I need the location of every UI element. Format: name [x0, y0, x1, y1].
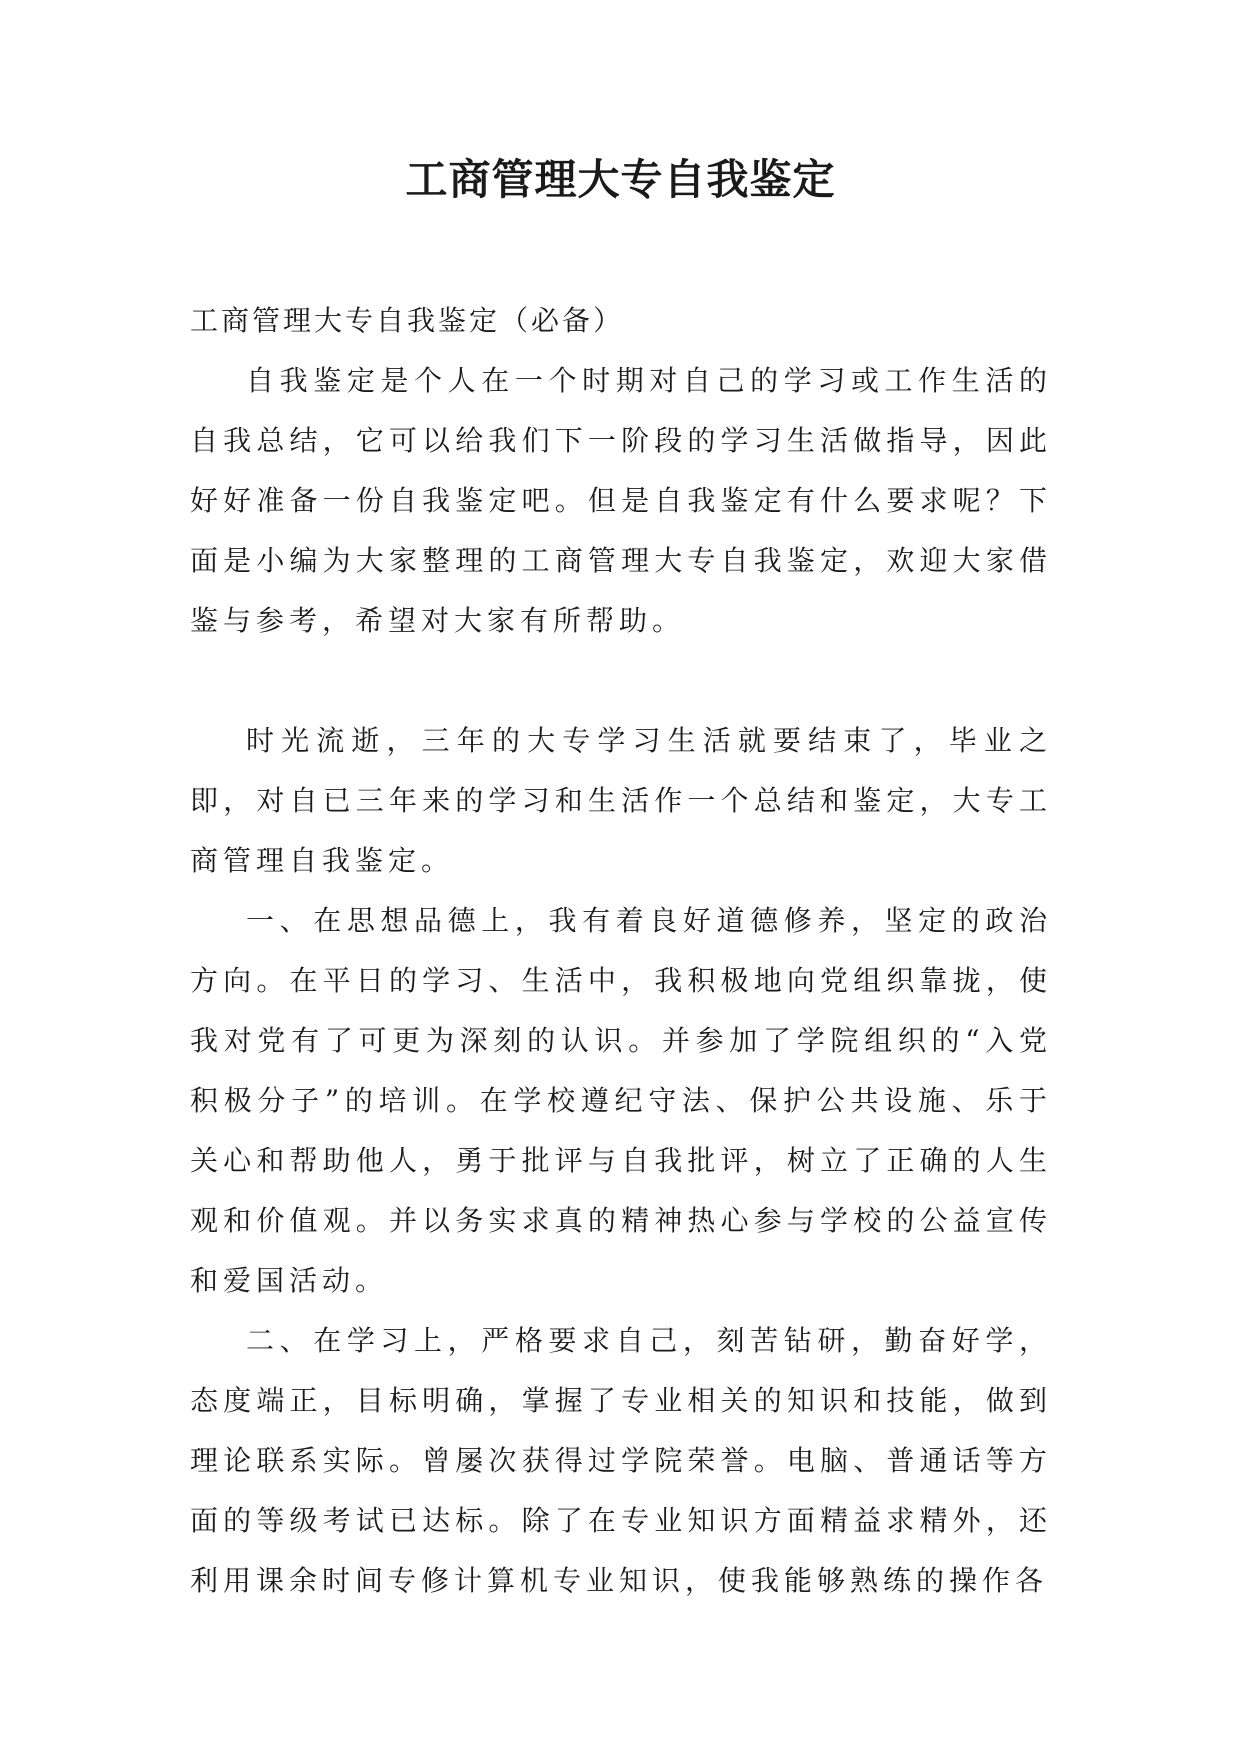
document-body [190, 291, 1052, 1611]
body-paragraph: 二、在学习上，严格要求自己，刻苦钻研，勤奋好学，态度端正，目标明确，掌握了专业相关的知识和技能，做到理论联系实际。曾屡次获得过学院荣誉。电脑、普通话等方面的等级考试已达标。除了在专业知识方面精益求精外，还利用课余时间专修计算机专业知识，使我能够熟练的操作各 [190, 1324, 1052, 1597]
document-title: 工商管理大专自我鉴定 [405, 155, 836, 204]
body-paragraph: 一、在思想品德上，我有着良好道德修养，坚定的政治方向。在平日的学习、生活中，我积极地向党组织靠拢，使我对党有了可更为深刻的认识。并参加了学院组织的“入党积极分子”的培训。在学校遵纪守法、保护公共设施、乐于关心和帮助他人，勇于批评与自我批评，树立了正确的人生观和价值观。并以务实求真的精神热心参与学校的公益宣传和爱国活动。 [190, 904, 1052, 1297]
intro-paragraph: 自我鉴定是个人在一个时期对自己的学习或工作生活的自我总结，它可以给我们下一阶段的学习生活做指导，因此好好准备一份自我鉴定吧。但是自我鉴定有什么要求呢？下面是小编为大家整理的工商管理大专自我鉴定，欢迎大家借鉴与参考，希望对大家有所帮助。 [190, 364, 1052, 637]
paragraph-spacer [190, 651, 1052, 711]
document-subtitle: 工商管理大专自我鉴定（必备） [190, 304, 625, 337]
body-paragraph: 时光流逝，三年的大专学习生活就要结束了，毕业之即，对自已三年来的学习和生活作一个总结和鉴定，大专工商管理自我鉴定。 [190, 724, 1052, 877]
